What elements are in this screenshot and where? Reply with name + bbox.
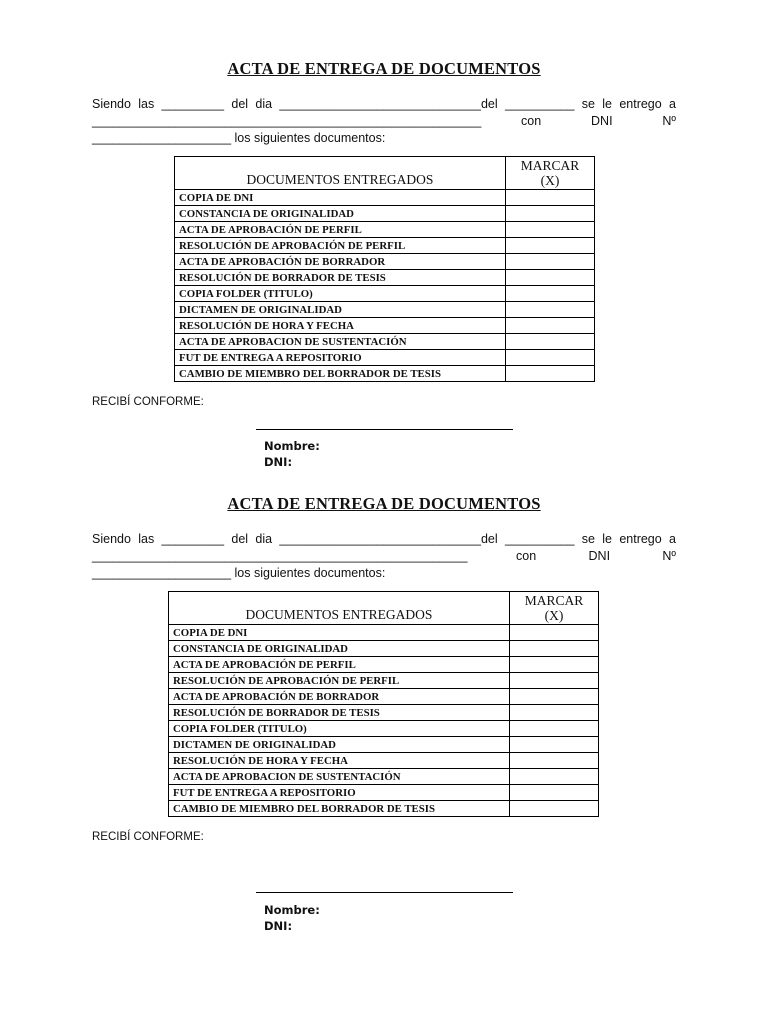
document-name-cell: CAMBIO DE MIEMBRO DEL BORRADOR DE TESIS — [175, 366, 506, 382]
document-name-cell: ACTA DE APROBACIÓN DE BORRADOR — [175, 254, 506, 270]
mark-checkbox-cell[interactable] — [506, 222, 595, 238]
mark-checkbox-cell[interactable] — [506, 254, 595, 270]
dni-words — [476, 549, 676, 563]
table-row — [175, 254, 595, 270]
header-documents: DOCUMENTOS ENTREGADOS — [175, 157, 506, 190]
line-word: __________ — [504, 532, 575, 546]
line-word: Siendo — [92, 97, 131, 111]
document-name-cell: CONSTANCIA DE ORIGINALIDAD — [169, 641, 510, 657]
document-name-cell: ACTA DE APROBACIÓN DE BORRADOR — [169, 689, 510, 705]
mark-checkbox-cell[interactable] — [506, 302, 595, 318]
document-name-cell: RESOLUCIÓN DE APROBACIÓN DE PERFIL — [169, 673, 510, 689]
mark-checkbox-cell[interactable] — [510, 769, 599, 785]
line-word: del — [231, 97, 249, 111]
line-word: _________ — [161, 532, 225, 546]
dni-words — [492, 114, 676, 128]
mark-checkbox-cell[interactable] — [506, 366, 595, 382]
document-name-cell: ACTA DE APROBACION DE SUSTENTACIÓN — [169, 769, 510, 785]
document-name-cell: FUT DE ENTREGA A REPOSITORIO — [169, 785, 510, 801]
form-2-line-1 — [92, 532, 676, 546]
header-documents: DOCUMENTOS ENTREGADOS — [169, 592, 510, 625]
document-name-cell: COPIA FOLDER (TITULO) — [175, 286, 506, 302]
mark-checkbox-cell[interactable] — [506, 190, 595, 206]
header-mark: MARCAR (X) — [510, 592, 599, 625]
form-2-dni-label: DNI: — [264, 919, 293, 933]
line-word: Nº — [662, 114, 676, 128]
form-1-title: ACTA DE ENTREGA DE DOCUMENTOS — [227, 59, 541, 78]
line-word: DNI — [588, 549, 611, 563]
form-1-received-label: RECIBÍ CONFORME: — [92, 396, 204, 408]
table-row — [169, 705, 599, 721]
table-row — [169, 753, 599, 769]
table-row — [175, 302, 595, 318]
line-word: se — [581, 97, 595, 111]
mark-checkbox-cell[interactable] — [506, 334, 595, 350]
table-row — [175, 350, 595, 366]
form-2-title: ACTA DE ENTREGA DE DOCUMENTOS — [227, 494, 541, 513]
table-row — [175, 334, 595, 350]
table-row — [175, 206, 595, 222]
form-1-line-1 — [92, 97, 676, 111]
table-row — [175, 318, 595, 334]
mark-checkbox-cell[interactable] — [510, 625, 599, 641]
document-name-cell: DICTAMEN DE ORIGINALIDAD — [169, 737, 510, 753]
document-name-cell: COPIA FOLDER (TITULO) — [169, 721, 510, 737]
line-word: Siendo — [92, 532, 131, 546]
form-1-dni-label: DNI: — [264, 455, 293, 469]
document-name-cell: ACTA DE APROBACION DE SUSTENTACIÓN — [175, 334, 506, 350]
mark-checkbox-cell[interactable] — [510, 721, 599, 737]
mark-checkbox-cell[interactable] — [506, 206, 595, 222]
line-word: entrego — [619, 97, 662, 111]
table-row — [169, 657, 599, 673]
mark-checkbox-cell[interactable] — [510, 737, 599, 753]
table-row — [169, 721, 599, 737]
form-1-line-2 — [92, 114, 676, 128]
form-1-documents-table — [174, 156, 595, 382]
table-row — [175, 286, 595, 302]
mark-checkbox-cell[interactable] — [510, 753, 599, 769]
document-name-cell: RESOLUCIÓN DE BORRADOR DE TESIS — [169, 705, 510, 721]
line-word: Nº — [662, 549, 676, 563]
document-name-cell: ACTA DE APROBACIÓN DE PERFIL — [169, 657, 510, 673]
mark-checkbox-cell[interactable] — [506, 350, 595, 366]
mark-checkbox-cell[interactable] — [506, 238, 595, 254]
mark-checkbox-cell[interactable] — [510, 689, 599, 705]
table-row — [169, 737, 599, 753]
line-word: entrego — [619, 532, 662, 546]
mark-checkbox-cell[interactable] — [510, 785, 599, 801]
line-word: se — [581, 532, 595, 546]
form-2-line-2 — [92, 549, 676, 563]
mark-checkbox-cell[interactable] — [510, 641, 599, 657]
document-name-cell: RESOLUCIÓN DE APROBACIÓN DE PERFIL — [175, 238, 506, 254]
line-word: las — [138, 532, 155, 546]
form-1-name-label: Nombre: — [264, 439, 320, 453]
table-row — [175, 238, 595, 254]
document-name-cell: FUT DE ENTREGA A REPOSITORIO — [175, 350, 506, 366]
line-word: DNI — [591, 114, 613, 128]
document-name-cell: COPIA DE DNI — [169, 625, 510, 641]
form-2-received-label: RECIBÍ CONFORME: — [92, 831, 204, 843]
table-row — [169, 641, 599, 657]
table-row — [169, 673, 599, 689]
line-word: le — [602, 97, 613, 111]
line-word: del — [231, 532, 249, 546]
form-1-signature-line — [256, 429, 513, 430]
table-row — [175, 366, 595, 382]
form-2-documents-table — [168, 591, 599, 817]
header-mark: MARCAR (X) — [506, 157, 595, 190]
document-name-cell: RESOLUCIÓN DE BORRADOR DE TESIS — [175, 270, 506, 286]
line-word: con — [521, 114, 542, 128]
form-2-line-3: ____________________ los siguientes documentos: — [92, 566, 386, 580]
table-row — [175, 190, 595, 206]
mark-checkbox-cell[interactable] — [506, 270, 595, 286]
mark-checkbox-cell[interactable] — [510, 657, 599, 673]
table-row — [175, 270, 595, 286]
table-row — [169, 785, 599, 801]
line-word: _____________________________del — [279, 97, 498, 111]
table-row — [169, 801, 599, 817]
document-name-cell: RESOLUCIÓN DE HORA Y FECHA — [169, 753, 510, 769]
document-name-cell: COPIA DE DNI — [175, 190, 506, 206]
line-word: a — [669, 532, 676, 546]
line-word: con — [516, 549, 537, 563]
mark-checkbox-cell[interactable] — [506, 286, 595, 302]
line-word: __________ — [504, 97, 575, 111]
table-row — [169, 625, 599, 641]
mark-checkbox-cell[interactable] — [510, 673, 599, 689]
line-word: las — [138, 97, 155, 111]
mark-checkbox-cell[interactable] — [506, 318, 595, 334]
line-word: _________ — [161, 97, 225, 111]
document-name-cell: ACTA DE APROBACIÓN DE PERFIL — [175, 222, 506, 238]
document-name-cell: CAMBIO DE MIEMBRO DEL BORRADOR DE TESIS — [169, 801, 510, 817]
line-word: dia — [255, 97, 273, 111]
document-name-cell: CONSTANCIA DE ORIGINALIDAD — [175, 206, 506, 222]
line-word: a — [669, 97, 676, 111]
document-name-cell: RESOLUCIÓN DE HORA Y FECHA — [175, 318, 506, 334]
line-word: dia — [255, 532, 273, 546]
line-word: _____________________________del — [279, 532, 498, 546]
recipient-blank: ________________________________________________________ — [92, 114, 482, 128]
mark-checkbox-cell[interactable] — [510, 705, 599, 721]
table-row — [169, 769, 599, 785]
table-row — [175, 222, 595, 238]
table-row — [169, 689, 599, 705]
document-name-cell: DICTAMEN DE ORIGINALIDAD — [175, 302, 506, 318]
form-2-name-label: Nombre: — [264, 903, 320, 917]
recipient-blank: ______________________________________________________ — [92, 549, 468, 563]
mark-checkbox-cell[interactable] — [510, 801, 599, 817]
line-word: le — [602, 532, 613, 546]
form-1-line-3: ____________________ los siguientes documentos: — [92, 131, 386, 145]
form-2-signature-line — [256, 892, 513, 893]
